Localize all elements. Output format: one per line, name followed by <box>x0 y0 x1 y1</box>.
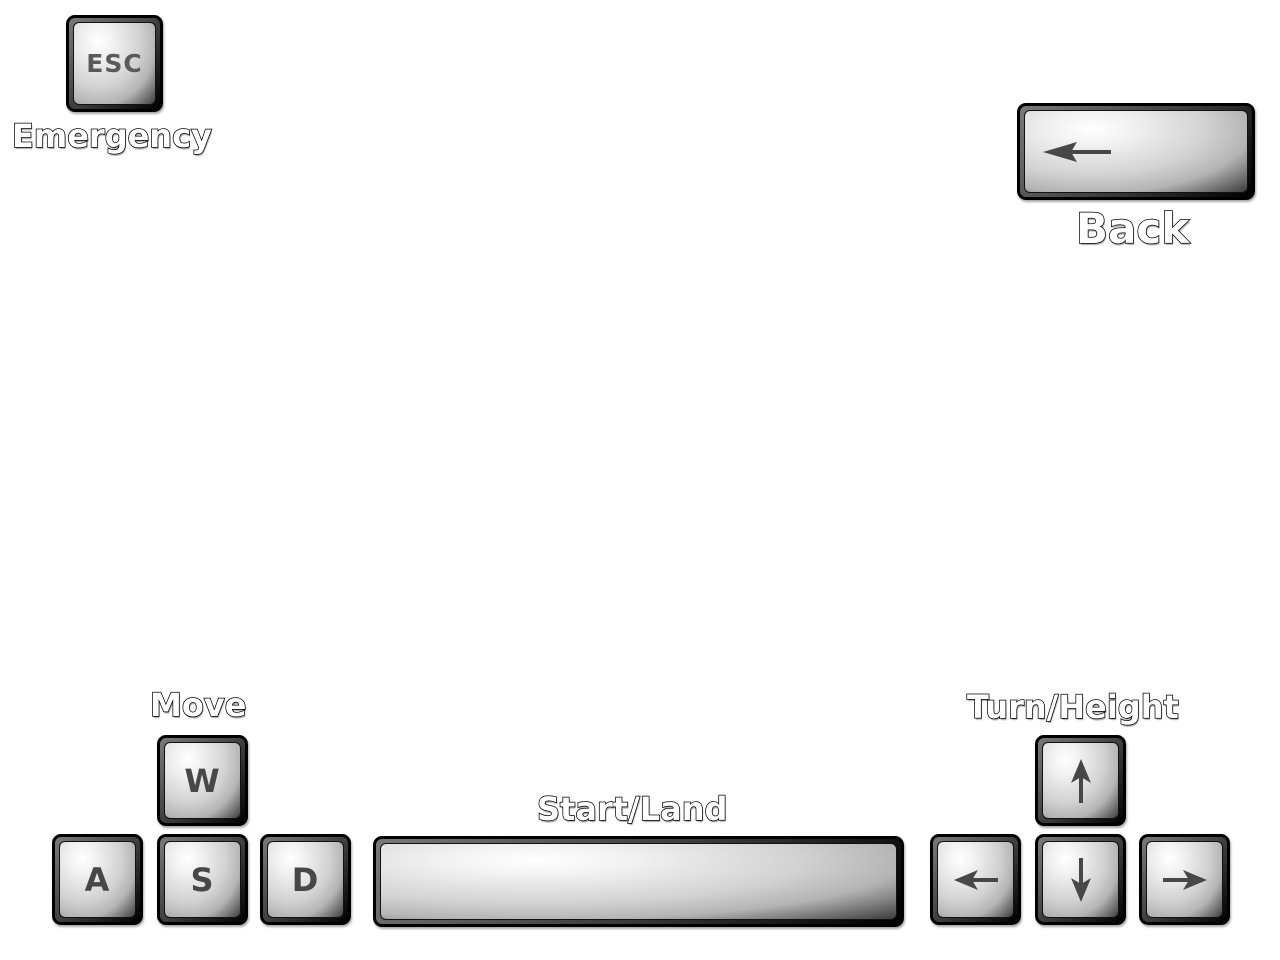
arrow-left-key-face <box>937 841 1014 918</box>
s-key-face <box>164 841 241 918</box>
d-key-face <box>267 841 344 918</box>
arrow-down-icon <box>1066 856 1096 904</box>
w-key-face <box>164 742 241 819</box>
arrow-down-key[interactable] <box>1035 834 1126 925</box>
arrow-left-key[interactable] <box>930 834 1021 925</box>
backspace-key[interactable] <box>1017 103 1255 200</box>
a-key[interactable] <box>52 834 143 925</box>
spacebar-key[interactable] <box>373 836 904 927</box>
back-caption: Back <box>1076 204 1190 253</box>
d-key[interactable] <box>260 834 351 925</box>
w-key-label: W <box>184 761 221 800</box>
arrow-right-key-face <box>1146 841 1223 918</box>
arrow-up-icon <box>1066 757 1096 805</box>
esc-key-label: ESC <box>86 49 143 78</box>
s-key-label: S <box>190 860 215 899</box>
arrow-right-icon <box>1161 865 1209 895</box>
start-land-caption: Start/Land <box>537 790 728 828</box>
w-key[interactable] <box>157 735 248 826</box>
arrow-left-icon <box>1041 137 1113 167</box>
a-key-label: A <box>84 860 111 899</box>
arrow-right-key[interactable] <box>1139 834 1230 925</box>
a-key-face <box>59 841 136 918</box>
arrow-up-key[interactable] <box>1035 735 1126 826</box>
emergency-caption: Emergency <box>12 117 212 155</box>
backspace-key-face <box>1024 110 1248 193</box>
arrow-up-key-face <box>1042 742 1119 819</box>
move-caption: Move <box>150 686 247 724</box>
s-key[interactable] <box>157 834 248 925</box>
esc-key-face <box>73 22 156 105</box>
esc-key[interactable] <box>66 15 163 112</box>
arrow-down-key-face <box>1042 841 1119 918</box>
turn-height-caption: Turn/Height <box>967 688 1179 726</box>
arrow-left-icon <box>952 865 1000 895</box>
d-key-label: D <box>291 860 320 899</box>
spacebar-key-face <box>380 843 897 920</box>
